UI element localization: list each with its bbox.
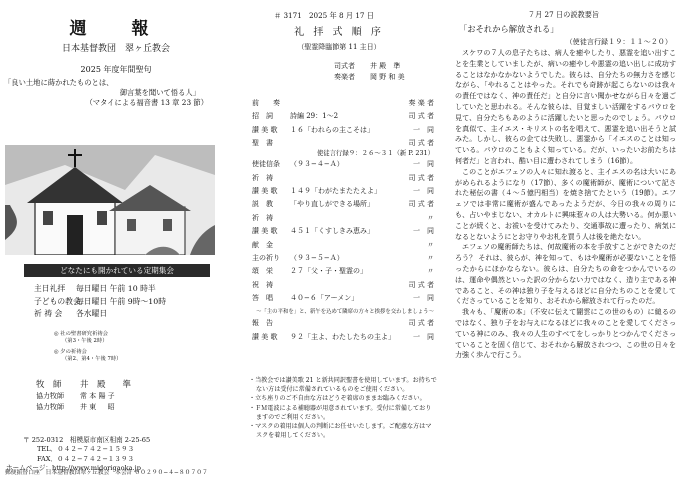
service-note: ・ＦＭ電波による補聴器が用意されています。受付に常備しておりますのでご利用ください。: [249, 404, 432, 421]
service-note: ・立ち座りのご不自由な方はどうぞ着席のままお臨みください。: [249, 395, 426, 403]
sermon-title: 「おそれから解放される」: [459, 24, 559, 34]
order-item-person: 司 式 者: [408, 112, 434, 121]
order-item-person: 〃: [427, 213, 434, 222]
order-item-detail: ４０−６「アーメン」: [290, 294, 359, 303]
schedule-row: [34, 296, 166, 309]
order-item-person: 一 同: [413, 332, 434, 341]
meeting-time: 各水曜日: [76, 309, 108, 319]
sermon-paragraph: このことがエフェソの人々に知れ渡ると、主イエスの名は大いにあがめられるようになり（17節）、多くの魔術師が、魔術について記された秘伝の書（４〜５億円相当）を焼き捨てたという（19節）。エフェソでは非常に魔術が盛んであったようだが、今日の我々の周りにも、占いやまじない、オカルトに興味惹々の人は大勢いる。何か悪いことが続くと、お祓いを受けてみたり、交通事故に遭ったり、病気になるとないようにとお守りやお札を買う人は後を絶たない。: [455, 166, 676, 241]
meeting-name: 主日礼拝: [34, 284, 66, 293]
meeting-schedule: [34, 283, 166, 321]
order-item-detail: 詩編 29：1〜2: [290, 112, 339, 121]
order-item-name: 頌 栄: [252, 267, 273, 276]
order-item-name: 答 唱: [252, 294, 273, 303]
order-of-service: [252, 98, 436, 345]
order-item-name: 讃 美 歌: [252, 332, 278, 341]
meeting-time: 毎日曜日 午前 9時〜10時: [76, 296, 167, 306]
order-item-name: 使徒信条: [252, 160, 280, 169]
leader-row: [238, 61, 440, 72]
meeting-name: 祈 祷 会: [34, 309, 63, 319]
address: 〒 252-0312 相模原市南区相南 2-25-65: [23, 436, 151, 444]
pastor-label: 牧 師: [36, 380, 62, 390]
homepage: ホームページ：http://www.midorigaoka.jp: [6, 463, 141, 472]
staff-list: [36, 380, 131, 413]
subnote: （第3・午後 2時）: [62, 338, 108, 345]
order-item-person: 〃: [427, 253, 434, 262]
year-verse-reference: （マタイによる福音書 13 章 23 節）: [85, 98, 208, 107]
order-item: [252, 125, 436, 138]
order-item-person: 一 同: [413, 186, 434, 195]
contact-info: [6, 436, 151, 473]
subnote: ◎ 社の聖書研究祈祷会: [54, 331, 108, 337]
order-item-name: 前 奏: [252, 99, 280, 107]
order-item-name: 聖 書: [252, 139, 273, 148]
order-item-detail: １４９「わがたまたたえよ」: [290, 186, 381, 195]
order-item: [252, 318, 436, 331]
staff-row: [36, 402, 131, 413]
staff-name: 井 東 昭: [80, 403, 115, 411]
order-item: [252, 266, 436, 279]
order-item: [252, 138, 436, 159]
order-item-name: 讃 美 歌: [252, 125, 278, 134]
staff-name: 常 本 陽 子: [80, 392, 115, 400]
order-item-detail: １６「われらの主こそは」: [290, 125, 374, 134]
order-item-name: 讃 美 歌: [252, 227, 278, 236]
order-item-person: 奏 楽 者: [408, 99, 434, 107]
order-item-person: 司 式 者: [408, 173, 434, 182]
order-item: [252, 280, 436, 293]
sermon-paragraph: 我々も、「魔術の本」（不安に伝えて闇雲にこの世のもの）に縋るのではなく、独り子をお与えになるほどに我々のことを愛してくださっている神にのみ、我々の人生のすべてをしっかりとつかんでくださっていることを固く信じて、おそれから解放されつつ、この世の日々を力強く歩んで行こう。: [455, 307, 676, 360]
tel: TEL．０４２−７４２−１５９３: [37, 445, 135, 454]
left-column: [0, 0, 232, 480]
service-leaders: [238, 61, 440, 83]
staff-row: [36, 391, 131, 402]
service-notes: [249, 376, 437, 440]
order-item-person: 司 式 者: [408, 319, 434, 328]
sunday-name: （聖霊降臨節第 11 主日）: [297, 43, 381, 51]
order-item: [252, 199, 436, 212]
church-name: 日本基督教団 翠ヶ丘教会: [61, 44, 170, 54]
order-item: [252, 293, 436, 306]
sermon-paragraph: スケワの７人の息子たちは、病人を癒やしたり、悪霊を追い出すことを生業としていましたが、病いの癒やしや悪霊の追い出しに成功することはなかなかないようでした。彼らは、自分たちの無力さを感じながら、「やれることはやった。それでも奇跡が起こらないのは我々の責任ではなく、神の責任だ」と自分に言い聞かせながら日々を過ごしていたと思われる。そんな彼らは、目覚ましい活躍をするパウロを見て、自分たちもあのように活躍したいと思ったのでしょう。パウロを真似て、主イエス・キリストの名を唱えて、悪霊を追い出そうと試みた。しかし、彼らの企ては失敗し、悪霊から「イエスのことは知っている。パウロのこともよく知っている。だが、いったいお前たちは何者だ」と言われ、酷い目に遭わされてしまう（16節）。: [455, 48, 676, 165]
staff-label: 協力牧師: [36, 392, 64, 400]
open-meetings-banner: どなたにも開かれている定期集会: [24, 264, 210, 277]
order-item-detail: （９３−４−Ａ）: [290, 160, 344, 169]
leader-name: 井 殿 準: [370, 62, 401, 70]
order-item: [252, 159, 436, 172]
sermon-date: ７月 27 日の説教要旨: [527, 10, 600, 19]
sermon-paragraph: エフェソの魔術師たちは、何故魔術の本を手放すことができたのだろう？ それは、彼らが、神を知って、もはや魔術が必要ないことを悟ったからにほかならない。彼らは、自分たちの命をつかんでいるのは、運命や偶然といった訳の分からない力ではなく、造り主である神であること、その神は独り子を与えるほどに自分たちのことを愛してくださっていることを知り、おそれから解放されて行ったのだ。: [455, 242, 676, 306]
sermon-summary: [447, 48, 680, 361]
masthead-title: 週 報: [69, 19, 163, 39]
prayer-meeting-notes: [54, 331, 121, 364]
meeting-time: 毎日曜日 午前 10 時半: [76, 284, 156, 293]
pastor-row: [36, 380, 131, 391]
postal-account: 郵便振替口座 日本基督教団翠ヶ丘教会 本会計 ００２９０−４−８０７０７: [5, 470, 208, 476]
order-item-detail: ９２「主よ、わたしたちの主よ」: [290, 332, 395, 341]
scripture-reference: 使徒言行録９：２６〜３１（新 P. 231）: [316, 148, 434, 157]
year-verse-line: 御言葉を聞いて悟る人」: [119, 88, 200, 97]
order-item-name: 主の祈り: [252, 253, 280, 262]
order-item-name: 祝 祷: [252, 280, 273, 289]
year-verse-line: 「良い土地に蒔かれたものとは、: [4, 78, 114, 87]
order-item-person: 一 同: [413, 227, 434, 236]
order-item: [252, 226, 436, 239]
order-item-person: 〃: [427, 267, 434, 276]
order-item-person: 司 式 者: [408, 280, 434, 289]
order-item-person: 一 同: [413, 160, 434, 169]
order-item: [252, 111, 436, 124]
order-item-detail: （９３−５−Ａ）: [290, 253, 344, 262]
schedule-row: [34, 308, 166, 321]
right-column: [447, 0, 680, 480]
leader-role: 司式者: [334, 62, 355, 70]
church-illustration: [5, 145, 215, 255]
order-title: 礼 拝 式 順 序: [294, 27, 384, 38]
sermon-reference: （使徒言行録１９：１１〜２０）: [565, 37, 672, 46]
order-item-name: 招 詞: [252, 112, 273, 121]
order-item-detail: 「やり直しができる場所」: [290, 200, 374, 209]
order-item-name: 説 教: [252, 200, 273, 209]
year-verse: [4, 78, 226, 108]
order-item-person: 一 同: [413, 294, 434, 303]
order-item-name: 献 金: [252, 240, 273, 249]
order-item: [252, 332, 436, 345]
leader-role: 奏楽者: [334, 73, 355, 81]
order-item-name: 祈 祷: [252, 213, 273, 222]
service-note: ・当教会では讃美歌 21 と新共同訳聖書を使用しています。お持ちでない方は受付に常備されているものをご使用ください。: [249, 377, 437, 394]
year-verse-heading: 2025 年度年間聖句: [80, 65, 152, 74]
pastor-name: 井 殿 準: [80, 380, 132, 390]
staff-label: 協力牧師: [36, 403, 64, 411]
meeting-name: 子どもの教会: [34, 296, 81, 306]
order-item: [252, 240, 436, 253]
order-item-name: 報 告: [252, 319, 273, 328]
order-item-person: 司 式 者: [408, 200, 434, 209]
order-item: [252, 253, 436, 266]
fax: FAX．０４２−７４２−１３９３: [37, 454, 135, 463]
order-item-name: 祈 祷: [252, 173, 273, 182]
schedule-row: [34, 283, 166, 296]
middle-column: [238, 0, 440, 480]
greeting-note: 〜「主の平和を」と、新午を込めて隣席の方々と挨拶を交わしましょう〜: [256, 309, 434, 316]
order-item-person: 一 同: [413, 125, 434, 134]
order-item-detail: ４５１「くすしきみ恵み」: [290, 227, 374, 236]
subnote: ◎ 夕の祈祷会: [54, 348, 87, 355]
order-item: [252, 186, 436, 199]
subnote: （第2、第4・午後 7時）: [62, 356, 122, 363]
order-item-name: 讃 美 歌: [252, 186, 278, 195]
order-item: [252, 213, 436, 226]
service-note: ・マスクの着用は個人の判断にお任せいたします。ご配慮な方はマスクを着用してください。: [249, 423, 432, 440]
leader-name: 岡 野 和 美: [370, 73, 405, 81]
leader-row: [238, 72, 440, 83]
order-item-person: 〃: [427, 240, 434, 249]
order-item: [252, 173, 436, 186]
order-item-person: 司 式 者: [408, 139, 434, 148]
issue-line: ＃ 3171 2025 年 8 月 17 日: [274, 11, 374, 20]
order-item-detail: ２７「父・子・聖霊の」: [290, 267, 367, 276]
order-item: [252, 98, 436, 111]
